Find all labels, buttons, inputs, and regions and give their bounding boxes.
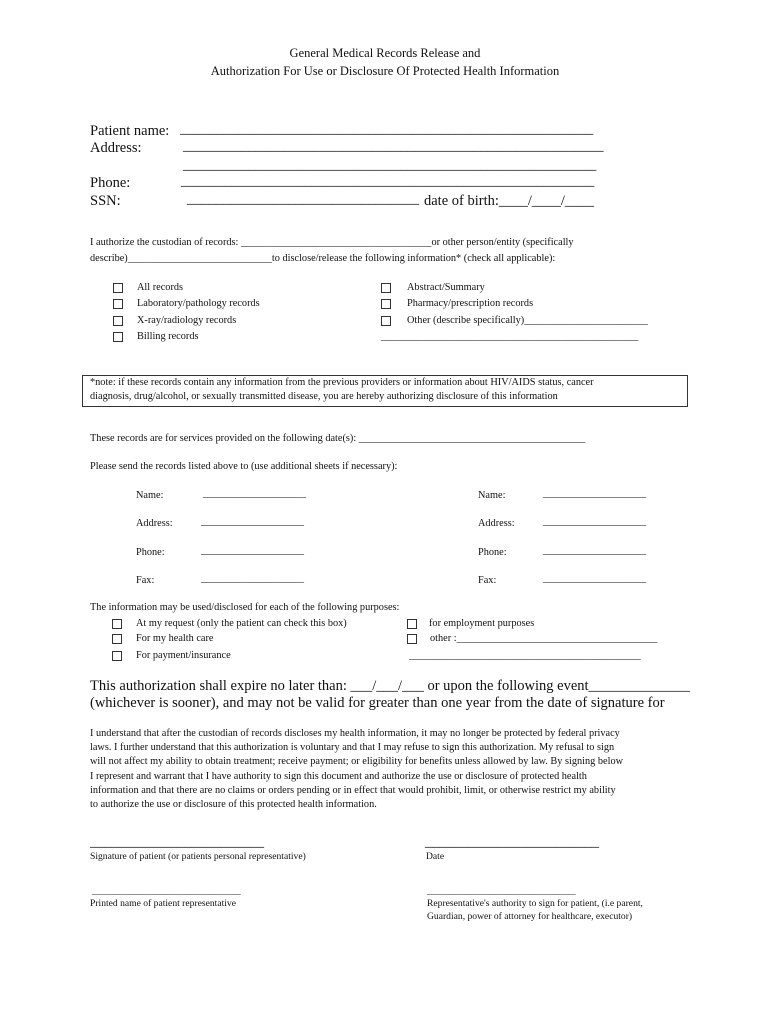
checkbox-icon[interactable] xyxy=(407,619,417,629)
signature-field[interactable]: ________________________ xyxy=(90,834,264,850)
rep-authority-label-line1: Representative's authority to sign for patient, (i.e parent, xyxy=(427,898,643,909)
checkbox-icon[interactable] xyxy=(112,619,122,629)
patient-name-field[interactable]: _________________________________________________________ xyxy=(180,121,594,137)
checkbox-icon[interactable] xyxy=(113,283,123,293)
rep-authority-label-line2: Guardian, power of attorney for healthcare, executor) xyxy=(427,911,633,922)
records-option-billing[interactable]: Billing records xyxy=(113,331,199,342)
dob-field[interactable]: date of birth:____/____/____ xyxy=(424,193,594,209)
printed-name-label: Printed name of patient representative xyxy=(90,898,236,909)
checkbox-icon[interactable] xyxy=(113,316,123,326)
phone-field[interactable]: _________________________________________________________ xyxy=(181,173,595,189)
form-title-line1: General Medical Records Release and xyxy=(289,46,481,60)
expiry-line2: (whichever is sooner), and may not be valid for greater than one year from the date of signature for xyxy=(90,695,665,711)
purpose-option-other[interactable]: other :_______________________________________ xyxy=(407,633,657,644)
recipient1-fax-label: Fax: xyxy=(136,575,155,586)
note-line1: *note: if these records contain any information from the previous providers or information about HIV/AIDS status, cancer xyxy=(90,377,594,388)
service-dates-field[interactable]: These records are for services provided on the following date(s): ____________________________________________ xyxy=(90,433,586,444)
recipient2-address-label: Address: xyxy=(478,518,515,529)
recipient1-name-field[interactable]: ____________________ xyxy=(203,488,306,499)
understanding-line: I represent and warrant that I have authority to sign this document and authorize the use or disclosure of protected health xyxy=(90,770,587,782)
ssn-field[interactable]: ________________________________ xyxy=(187,191,419,207)
checkbox-icon[interactable] xyxy=(381,283,391,293)
recipient2-phone-field[interactable]: ____________________ xyxy=(543,545,646,556)
records-option-other[interactable]: Other (describe specifically)________________________ xyxy=(381,315,648,326)
authorize-line2: describe)____________________________to disclose/release the following information* (check all applicable): xyxy=(90,253,556,264)
recipient1-address-label: Address: xyxy=(136,518,173,529)
signature-label: Signature of patient (or patients personal representative) xyxy=(90,851,306,862)
recipient2-fax-label: Fax: xyxy=(478,575,497,586)
recipient2-fax-field[interactable]: ____________________ xyxy=(543,573,646,584)
checkbox-icon[interactable] xyxy=(407,634,417,644)
expiry-line1: This authorization shall expire no later than: ___/___/___ or upon the following event______________ xyxy=(90,678,691,694)
understanding-line: I understand that after the custodian of records discloses my health information, it may no longer be protected by federal privacy xyxy=(90,728,620,739)
purposes-intro: The information may be used/disclosed for each of the following purposes: xyxy=(90,602,400,613)
purpose-option-request[interactable]: At my request (only the patient can check this box) xyxy=(112,618,347,629)
purpose-option-health-care[interactable]: For my health care xyxy=(112,633,213,644)
purpose-option-payment[interactable]: For payment/insurance xyxy=(112,650,231,661)
records-other-extra-line[interactable]: __________________________________________________ xyxy=(381,331,639,342)
understanding-line: laws. I further understand that this authorization is voluntary and that I may refuse to sign this authorization. My refusal to sign xyxy=(90,742,615,754)
note-line2: diagnosis, drug/alcohol, or sexually transmitted disease, you are hereby authorizing disclosure of this information xyxy=(90,391,558,402)
purpose-option-employment[interactable]: for employment purposes xyxy=(407,618,534,629)
checkbox-icon[interactable] xyxy=(113,299,123,309)
recipient1-address-field[interactable]: ____________________ xyxy=(201,516,304,527)
recipient2-name-field[interactable]: ____________________ xyxy=(543,488,646,499)
understanding-line: information and that there are no claims or orders pending or in effect that would prohibit, limit, or otherwise restrict my ability xyxy=(90,784,616,796)
understanding-paragraph xyxy=(90,727,690,812)
printed-name-field[interactable]: _______________________________ xyxy=(92,886,241,897)
date-label: Date xyxy=(426,851,445,862)
authorize-line1: I authorize the custodian of records: _____________________________________or other person/entity (specifically xyxy=(90,237,574,248)
ssn-label: SSN: xyxy=(90,193,121,209)
records-option-xray[interactable]: X-ray/radiology records xyxy=(113,315,236,326)
records-option-all[interactable]: All records xyxy=(113,282,183,293)
recipient1-fax-field[interactable]: ____________________ xyxy=(201,573,304,584)
date-field[interactable]: ________________________ xyxy=(425,834,599,850)
records-option-pharmacy[interactable]: Pharmacy/prescription records xyxy=(381,298,533,309)
understanding-line: to authorize the use or disclosure of this protected health information. xyxy=(90,799,377,811)
records-option-lab[interactable]: Laboratory/pathology records xyxy=(113,298,260,309)
send-records-instruction: Please send the records listed above to (use additional sheets if necessary): xyxy=(90,461,398,472)
address-field-1[interactable]: __________________________________________________________ xyxy=(183,138,604,154)
form-title-line2: Authorization For Use or Disclosure Of Protected Health Information xyxy=(210,64,560,78)
checkbox-icon[interactable] xyxy=(381,316,391,326)
patient-name-label: Patient name: xyxy=(90,123,170,139)
checkbox-icon[interactable] xyxy=(112,634,122,644)
checkbox-icon[interactable] xyxy=(381,299,391,309)
address-label: Address: xyxy=(90,140,142,156)
checkbox-icon[interactable] xyxy=(113,332,123,342)
recipient2-name-label: Name: xyxy=(478,490,506,501)
recipient1-phone-label: Phone: xyxy=(136,547,165,558)
phone-label: Phone: xyxy=(90,175,131,191)
recipient1-phone-field[interactable]: ____________________ xyxy=(201,545,304,556)
checkbox-icon[interactable] xyxy=(112,651,122,661)
records-option-abstract[interactable]: Abstract/Summary xyxy=(381,282,485,293)
address-field-2[interactable]: _________________________________________________________ xyxy=(183,157,597,173)
recipient2-address-field[interactable]: ____________________ xyxy=(543,516,646,527)
recipient2-phone-label: Phone: xyxy=(478,547,507,558)
rep-authority-field[interactable]: _______________________________ xyxy=(427,886,576,897)
purpose-other-extra-line[interactable]: _____________________________________________ xyxy=(409,650,641,661)
recipient1-name-label: Name: xyxy=(136,490,164,501)
understanding-line: will not affect my ability to obtain treatment; receive payment; or eligibility for benefits unless allowed by law. By signing below xyxy=(90,756,624,768)
